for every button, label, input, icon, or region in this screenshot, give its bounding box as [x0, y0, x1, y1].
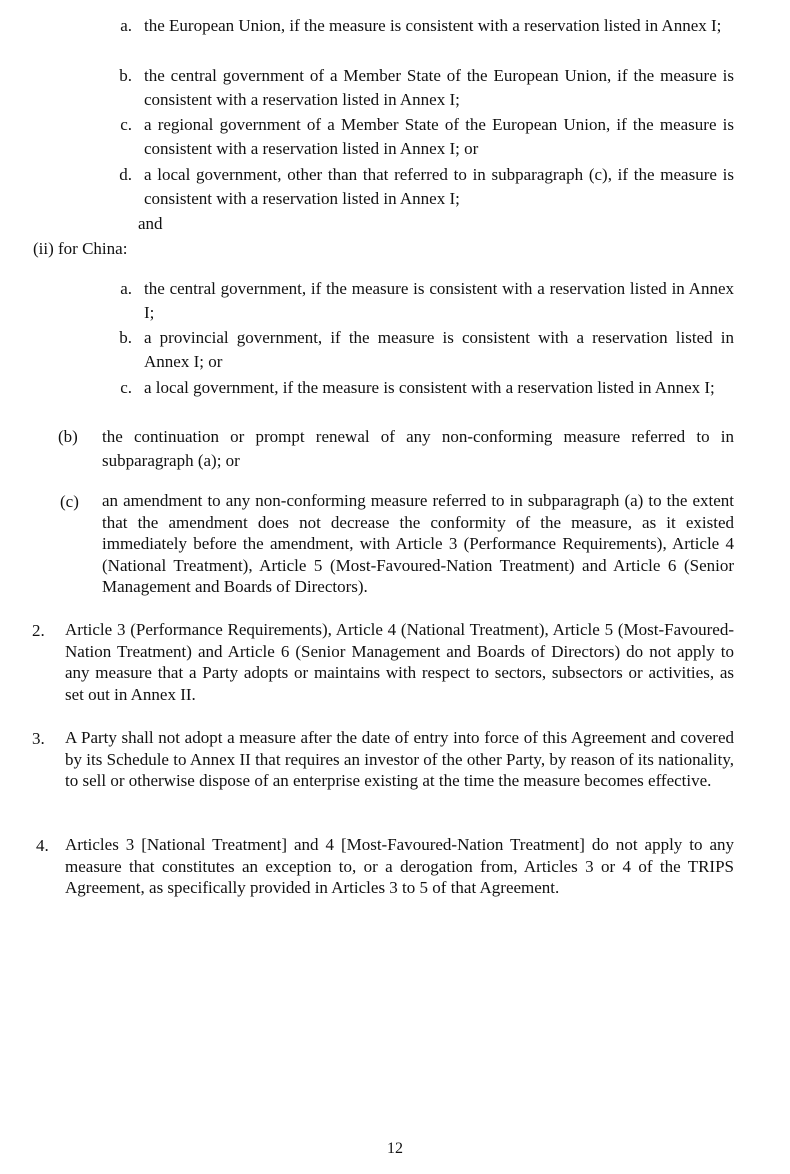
list-text: a provincial government, if the measure is consistent with a reservation listed in Annex I; or	[144, 328, 734, 371]
paragraph-text: A Party shall not adopt a measure after the date of entry into force of this Agreement and covered by its Schedule to Annex II that requires an investor of the other Party, by reason of its nationality, to sell or otherwise dispose of an enterprise existing at the time the measure becomes effective.	[65, 728, 734, 790]
list-label: c.	[120, 115, 132, 134]
list-text: the central government of a Member State of the European Union, if the measure is consistent with a reservation listed in Annex I;	[144, 66, 734, 109]
paragraph-number: 3.	[32, 729, 45, 748]
subparagraph-text: an amendment to any non-conforming measure referred to in subparagraph (a) to the extent that the amendment does not decrease the conformity of the measure, as it existed immediately before the amendment, with Article 3 (Performance Requirements), Article 4 (National Treatment), Article 5 (Most-Favoured-Nation Treatment) and Article 6 (Senior Management and Boards of Directors).	[102, 491, 734, 596]
eu-item-b	[119, 64, 734, 112]
subparagraph-label: (c)	[60, 492, 79, 511]
paragraph-number: 2.	[32, 621, 45, 640]
paragraph-2	[32, 619, 734, 705]
page-number: 12	[387, 1140, 403, 1157]
subparagraph-text: the continuation or prompt renewal of any non-conforming measure referred to in subparagraph (a); or	[102, 427, 734, 470]
list-label: b.	[119, 66, 132, 85]
subparagraph-b	[58, 425, 734, 473]
list-text: a local government, other than that referred to in subparagraph (c), if the measure is consistent with a reservation listed in Annex I;	[144, 165, 734, 208]
paragraph-4	[36, 834, 734, 899]
list-label: b.	[119, 328, 132, 347]
paragraph-text: Article 3 (Performance Requirements), Article 4 (National Treatment), Article 5 (Most-Favoured-Nation Treatment) and Article 6 (Senior Management and Boards of Directors) do not apply to any measure that a Party adopts or maintains with respect to sectors, subsectors or activities, as set out in Annex II.	[65, 620, 734, 704]
list-text: the central government, if the measure is consistent with a reservation listed in Annex I;	[144, 279, 734, 322]
eu-item-c	[120, 113, 734, 161]
china-item-a	[120, 277, 734, 325]
paragraph-number: 4.	[36, 836, 49, 855]
eu-item-a	[120, 14, 734, 38]
list-label: a.	[120, 16, 132, 35]
paragraph-3	[32, 727, 734, 792]
list-text: the European Union, if the measure is consistent with a reservation listed in Annex I;	[144, 16, 722, 35]
china-item-c	[120, 376, 734, 400]
list-label: a.	[120, 279, 132, 298]
eu-item-d	[119, 163, 734, 211]
subparagraph-c	[60, 490, 734, 598]
china-item-b	[119, 326, 734, 374]
subparagraph-label: (b)	[58, 427, 78, 446]
and-connector: and	[138, 214, 163, 233]
list-text: a local government, if the measure is consistent with a reservation listed in Annex I;	[144, 378, 715, 397]
list-text: a regional government of a Member State of the European Union, if the measure is consistent with a reservation listed in Annex I; or	[144, 115, 734, 158]
paragraph-text: Articles 3 [National Treatment] and 4 [Most-Favoured-Nation Treatment] do not apply to any measure that constitutes an exception to, or a derogation from, Articles 3 or 4 of the TRIPS Agreement, as specifically provided in Articles 3 to 5 of that Agreement.	[65, 835, 734, 897]
list-label: c.	[120, 378, 132, 397]
china-heading: (ii) for China:	[33, 239, 128, 258]
list-label: d.	[119, 165, 132, 184]
